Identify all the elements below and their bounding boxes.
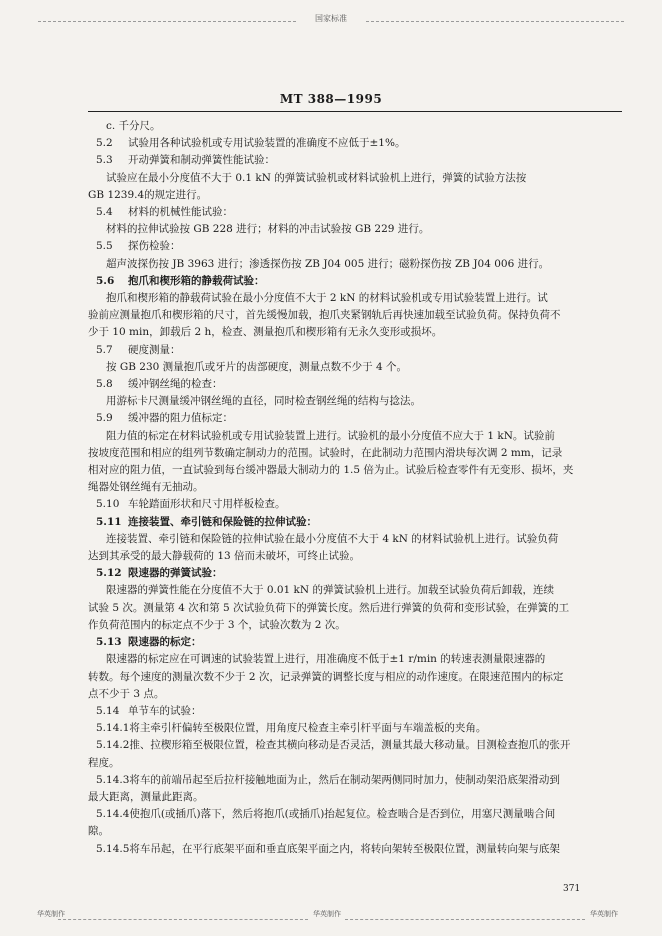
text-line (88, 651, 618, 668)
line-text: 按 GB 230 测量抱爪或牙片的齿部硬度，测量点数不少于 4 个。 (106, 360, 408, 373)
page-number: 371 (563, 884, 581, 894)
text-line (88, 342, 618, 359)
line-text: 抱爪和楔形箱的静载荷试验在最小分度值不大于 2 kN 的材料试验机或专用试验装置上进行。试 (106, 292, 548, 305)
clause-number: 5.7 (96, 343, 113, 356)
text-line (88, 755, 618, 772)
text-line (88, 514, 618, 531)
line-text: 达到其承受的最大静载荷的 13 倍而未破坏，可终止试验。 (88, 550, 361, 563)
line-text: 缓冲器的阻力值标定： (128, 412, 233, 425)
text-line (88, 462, 618, 479)
line-text: GB 1239.4的规定进行。 (88, 188, 208, 201)
clause-number: 5.5 (96, 240, 113, 253)
line-text: 抱爪和楔形箱的静载荷试验： (128, 274, 265, 287)
text-line (88, 376, 618, 393)
text-line (88, 204, 618, 221)
line-text: 相对应的阻力值，一直试验到每台缓冲器最大制动力的 1.5 倍为止。试验后检查零件有无变形、损坏，夹 (88, 464, 574, 477)
text-line (88, 634, 618, 651)
line-text: 缓冲钢丝绳的检查： (128, 378, 223, 391)
text-line (88, 170, 618, 187)
line-text: 探伤检验： (128, 240, 181, 253)
line-text: 将车吊起，在平行底架平面和垂直底架平面之内，将转向架转至极限位置，测量转向架与底架 (129, 842, 560, 855)
line-text: 超声波探伤按 JB 3963 进行；渗透探伤按 ZB J04 005 进行；磁粉探伤按 ZB J04 006 进行。 (106, 257, 550, 270)
text-line (88, 118, 618, 135)
line-text: 最大距离，测量此距离。 (88, 790, 204, 803)
line-text: c. 千分尺。 (106, 120, 161, 132)
clause-number: 5.14.5 (96, 842, 130, 855)
text-line (88, 273, 618, 290)
text-line (88, 720, 618, 737)
text-line (88, 789, 618, 806)
text-line (88, 772, 618, 789)
text-line (88, 703, 618, 720)
line-text: 限速器的标定应在可调速的试验装置上进行，用准确度不低于±1 r/min 的转速表测量限速器的 (106, 653, 546, 666)
text-line (88, 548, 618, 565)
footer-right-label: 华英制作 (590, 910, 618, 918)
clause-number: 5.8 (96, 378, 113, 391)
text-line (88, 479, 618, 496)
top-label: 国家标准 (315, 14, 347, 23)
text-line (88, 582, 618, 599)
text-line (88, 428, 618, 445)
clause-number: 5.10 (96, 498, 120, 511)
text-line (88, 445, 618, 462)
text-line (88, 135, 618, 152)
line-text: 限速器的弹簧性能在分度值不大于 0.01 kN 的弹簧试验机上进行。加载至试验负荷后卸载，连续 (106, 584, 554, 597)
line-text: 将主牵引杆偏转至极限位置，用角度尺检查主牵引杆平面与车端盖板的夹角。 (129, 722, 487, 735)
line-text: 硬度测量： (128, 343, 181, 356)
line-text: 限速器的弹簧试验： (128, 567, 223, 580)
line-text: 阻力值的标定在材料试验机或专用试验装置上进行。试验机的最小分度值不应大于 1 kN。试验前 (106, 429, 555, 442)
top-dashed-rule-right (366, 21, 624, 22)
clause-number: 5.14.4 (96, 808, 130, 821)
line-text: 试验 5 次。测量第 4 次和第 5 次试验负荷下的弹簧长度。然后进行弹簧的负荷和变形试验，在弹簧的工 (88, 601, 570, 614)
text-line (88, 737, 618, 754)
line-text: 将车的前端吊起至后拉杆接触地面为止，然后在制动架两侧同时加力，使制动架沿底架滑动到 (129, 773, 560, 786)
line-text: 程度。 (88, 756, 120, 769)
footer-left-label: 华英制作 (37, 910, 65, 918)
standard-code: MT 388—1995 (279, 92, 383, 106)
clause-number: 5.14.3 (96, 773, 130, 786)
text-line (88, 600, 618, 617)
line-text: 材料的机械性能试验： (128, 206, 233, 219)
footer-center-label: 华英制作 (313, 910, 341, 918)
clause-number: 5.14.2 (96, 739, 130, 752)
clause-number: 5.9 (96, 412, 113, 425)
line-text: 隙。 (88, 825, 109, 838)
line-text: 推、拉楔形箱至极限位置，检查其横向移动是否灵活，测量其最大移动量。目测检查抱爪的张开 (129, 739, 571, 752)
line-text: 开动弹簧和制动弹簧性能试验： (128, 154, 275, 167)
clause-number: 5.4 (96, 206, 113, 219)
text-line (88, 256, 618, 273)
text-line (88, 221, 618, 238)
text-line (88, 393, 618, 410)
text-line (88, 152, 618, 169)
clause-number: 5.6 (96, 274, 115, 287)
top-dashed-rule-left (38, 21, 296, 22)
line-text: 少于 10 min，卸载后 2 h，检查、测量抱爪和楔形箱有无永久变形或损坏。 (88, 326, 443, 339)
text-line (88, 617, 618, 634)
clause-number: 5.14 (96, 704, 120, 717)
text-line (88, 531, 618, 548)
line-text: 作负荷范围内的标定点不少于 3 个，试验次数为 2 次。 (88, 618, 346, 631)
text-line (88, 290, 618, 307)
line-text: 用游标卡尺测量缓冲钢丝绳的直径，同时检查钢丝绳的结构与捻法。 (106, 395, 421, 408)
text-line (88, 565, 618, 582)
clause-number: 5.3 (96, 154, 113, 167)
clause-number: 5.14.1 (96, 722, 130, 735)
line-text: 点不少于 3 点。 (88, 687, 165, 700)
line-text: 使抱爪(或插爪)落下，然后将抱爪(或插爪)抬起复位。检查啮合是否到位，用塞尺测量啮合间 (129, 808, 556, 821)
text-line (88, 359, 618, 376)
line-text: 绳器处钢丝绳有无抽动。 (88, 481, 204, 494)
text-line (88, 187, 618, 204)
footer-rule-b (345, 919, 585, 920)
line-text: 按坡度范围和相应的组列节数确定制动力的范围。试验时，在此制动力范围内滑块每次调 2 mm，记录 (88, 446, 563, 459)
clause-number: 5.12 (96, 567, 122, 580)
text-line (88, 823, 618, 840)
text-line (88, 669, 618, 686)
text-line (88, 238, 618, 255)
line-text: 连接装置、牵引链和保险链的拉伸试验： (128, 515, 317, 528)
document-body (88, 118, 618, 858)
text-line (88, 686, 618, 703)
line-text: 验前应测量抱爪和楔形箱的尺寸，首先缓慢加载，抱爪夹紧钢轨后再快速加载至试验负荷。保持负荷不 (88, 309, 561, 322)
line-text: 试验用各种试验机或专用试验装置的准确度不应低于±1%。 (128, 137, 406, 150)
clause-number: 5.13 (96, 636, 122, 649)
text-line (88, 410, 618, 427)
clause-number: 5.2 (96, 137, 113, 150)
text-line (88, 307, 618, 324)
line-text: 转数。每个速度的测量次数不少于 2 次，记录弹簧的调整长度与相应的动作速度。在限速范围内的标定 (88, 670, 564, 683)
line-text: 试验应在最小分度值不大于 0.1 kN 的弹簧试验机或材料试验机上进行，弹簧的试验方法按 (106, 171, 527, 184)
text-line (88, 324, 618, 341)
text-line (88, 806, 618, 823)
line-text: 车轮踏面形状和尺寸用样板检查。 (128, 498, 286, 511)
line-text: 单节车的试验： (128, 704, 202, 717)
header-rule (88, 111, 622, 112)
line-text: 限速器的标定： (128, 636, 202, 649)
text-line (88, 496, 618, 513)
clause-number: 5.11 (96, 515, 122, 528)
text-line (88, 841, 618, 858)
footer-rule-a (58, 919, 308, 920)
line-text: 连接装置、牵引链和保险链的拉伸试验在最小分度值不大于 4 kN 的材料试验机上进行。试验负荷 (106, 532, 559, 545)
line-text: 材料的拉伸试验按 GB 228 进行；材料的冲击试验按 GB 229 进行。 (106, 223, 430, 236)
